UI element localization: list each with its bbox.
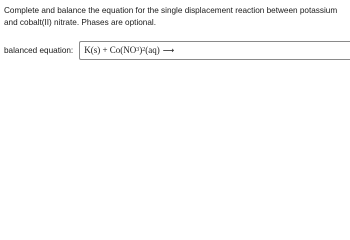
equation-input[interactable]: K(s) + Co(NO 3 ) 2 (aq) ⟶ xyxy=(79,41,350,60)
answer-row xyxy=(4,40,350,60)
equation-reactants-text: K(s) + Co(NO xyxy=(84,45,137,55)
equation-close-paren: ) xyxy=(139,45,143,55)
question-instructions: Complete and balance the equation for the single displacement reaction between potassium and cobalt(II) nitrate. Phases are optional. xyxy=(4,6,338,27)
answer-label: balanced equation: xyxy=(4,45,74,55)
reaction-arrow-icon: ⟶ xyxy=(162,45,175,55)
equation-phase-aq: (aq) xyxy=(145,45,160,55)
